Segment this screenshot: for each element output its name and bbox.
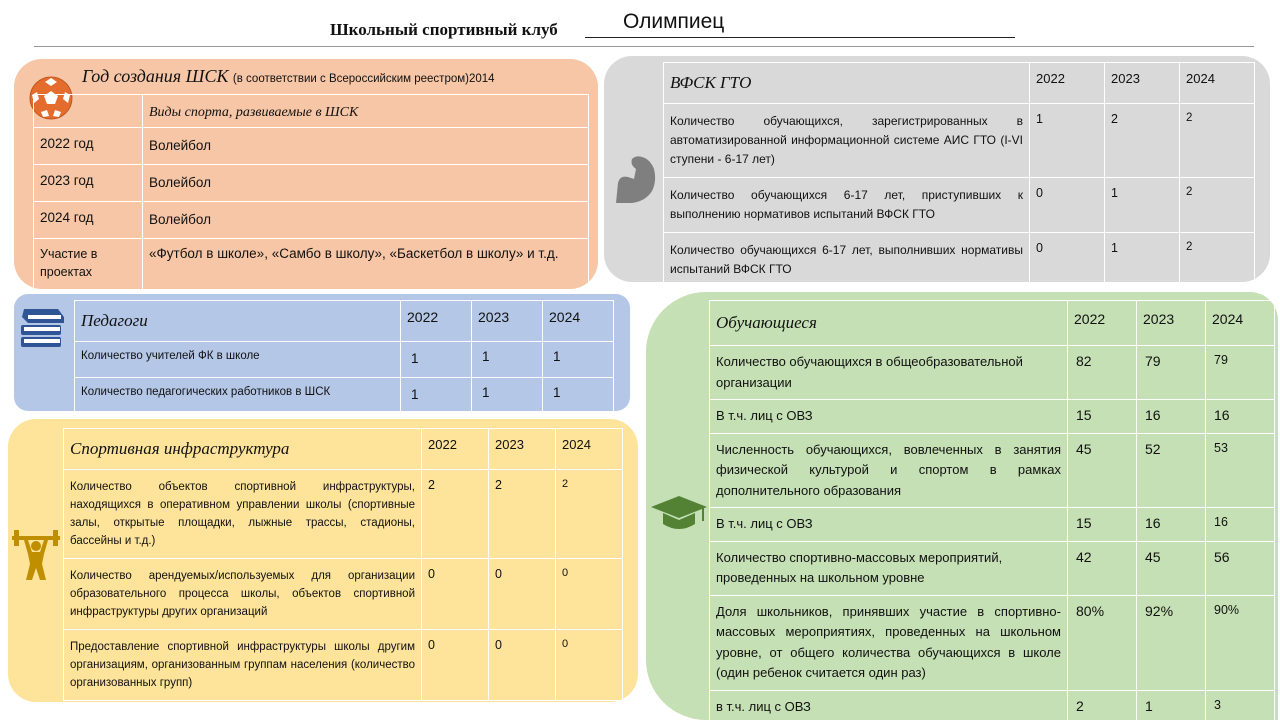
sports-table	[33, 94, 589, 292]
row-label: Количество педагогических работников в ШСК	[75, 378, 401, 414]
row-label: Количество объектов спортивной инфраструктуры, находящихся в оперативном управлении школы (спортивные залы, открытые площадки, лыжные трассы, стадионы, бассейны и т.д.)	[64, 470, 422, 559]
table-row	[710, 400, 1275, 434]
year-label: 2023 год	[34, 165, 143, 202]
cell-value: 1	[472, 378, 543, 414]
sport-value: Волейбол	[143, 128, 589, 165]
projects-value: «Футбол в школе», «Самбо в школу», «Баскетбол в школу» и т.д.	[143, 239, 589, 292]
cell-value: 2	[1068, 690, 1137, 724]
table-row	[75, 342, 614, 378]
infrastructure-title: Спортивная инфраструктура	[64, 429, 422, 470]
cell-value: 2	[1180, 233, 1255, 288]
table-row	[710, 433, 1275, 508]
year-label: 2022 год	[34, 128, 143, 165]
table-row	[664, 104, 1255, 178]
cell-value: 0	[556, 559, 623, 630]
cell-value: 0	[1030, 178, 1105, 233]
table-row	[710, 346, 1275, 400]
cell-value: 16	[1206, 400, 1275, 434]
cell-value: 82	[1068, 346, 1137, 400]
cell-value: 16	[1137, 400, 1206, 434]
row-label: Количество обучающихся в общеобразовательной организации	[710, 346, 1068, 400]
cell-value: 15	[1068, 400, 1137, 434]
table-row	[34, 239, 589, 292]
table-row	[75, 301, 614, 342]
table-row	[664, 233, 1255, 288]
table-row	[64, 559, 623, 630]
row-label: Количество спортивно-массовых мероприятий, проведенных на школьном уровне	[710, 541, 1068, 595]
year-header: 2023	[1105, 63, 1180, 104]
cell-value: 1	[543, 342, 614, 378]
sport-value: Волейбол	[143, 202, 589, 239]
table-row	[64, 630, 623, 701]
graduation-cap-icon	[651, 496, 707, 532]
row-label: Количество обучающихся 6-17 лет, приступивших к выполнению нормативов испытаний ВФСК ГТО	[664, 178, 1030, 233]
cell-value: 0	[489, 630, 556, 701]
header-divider	[34, 46, 1254, 47]
founding-note: (в соответствии с Всероссийским реестром)2014	[232, 73, 495, 85]
students-table	[709, 300, 1275, 724]
cell-value: 0	[422, 559, 489, 630]
cell-value: 1	[401, 378, 472, 414]
table-row	[664, 63, 1255, 104]
cell-value: 2	[556, 470, 623, 559]
books-icon	[18, 305, 66, 351]
teachers-title: Педагоги	[75, 301, 401, 342]
cell-value: 53	[1206, 433, 1275, 508]
gto-table	[663, 62, 1255, 288]
cell-value: 1	[472, 342, 543, 378]
cell-value: 2	[422, 470, 489, 559]
cell-value: 15	[1068, 508, 1137, 542]
teachers-table	[74, 300, 614, 414]
projects-label: Участие в проектах	[34, 239, 143, 292]
cell-value: 45	[1068, 433, 1137, 508]
row-label: Количество обучающихся, зарегистрированных в автоматизированной информационной системе АИС ГТО (I-VI ступени - 6-17 лет)	[664, 104, 1030, 178]
sports-header: Виды спорта, развиваемые в ШСК	[143, 95, 589, 128]
table-row	[34, 202, 589, 239]
club-name: Олимпиец	[623, 10, 725, 33]
row-label: Доля школьников, принявших участие в спортивно-массовых мероприятиях, проведенных на школьном уровне, от общего количества обучающихся в школе (один ребенок считается один раз)	[710, 595, 1068, 690]
cell-value: 0	[556, 630, 623, 701]
cell-value: 1	[401, 342, 472, 378]
cell-value: 0	[1030, 233, 1105, 288]
cell-value: 2	[489, 470, 556, 559]
row-label: В т.ч. лиц с ОВЗ	[710, 400, 1068, 434]
table-row	[64, 429, 623, 470]
founding-title	[82, 66, 495, 87]
gto-title: ВФСК ГТО	[664, 63, 1030, 104]
cell-value: 52	[1137, 433, 1206, 508]
year-header: 2022	[1030, 63, 1105, 104]
year-header: 2023	[472, 301, 543, 342]
cell-value: 80%	[1068, 595, 1137, 690]
row-label: Количество арендуемых/используемых для организации образовательного процесса школы, объектов спортивной инфраструктуры других организаций	[64, 559, 422, 630]
cell-value: 92%	[1137, 595, 1206, 690]
club-name-underline	[585, 37, 1015, 38]
year-header: 2024	[556, 429, 623, 470]
table-row	[710, 508, 1275, 542]
table-row	[34, 95, 589, 128]
table-row	[34, 165, 589, 202]
cell-value: 0	[422, 630, 489, 701]
cell-value: 2	[1105, 104, 1180, 178]
cell-value: 42	[1068, 541, 1137, 595]
cell-value: 1	[1030, 104, 1105, 178]
infrastructure-table	[63, 428, 623, 701]
row-label: В т.ч. лиц с ОВЗ	[710, 508, 1068, 542]
cell-value: 3	[1206, 690, 1275, 724]
cell-value: 1	[1137, 690, 1206, 724]
table-row	[710, 541, 1275, 595]
year-label: 2024 год	[34, 202, 143, 239]
row-label: Предоставление спортивной инфраструктуры школы другим организациям, организованным группам населения (количество организованных групп)	[64, 630, 422, 701]
cell-value: 2	[1180, 178, 1255, 233]
cell-value: 45	[1137, 541, 1206, 595]
cell-value: 16	[1206, 508, 1275, 542]
weightlifter-icon	[12, 530, 60, 582]
row-label: Численность обучающихся, вовлеченных в занятия физической культурой и спортом в рамках дополнительного образования	[710, 433, 1068, 508]
table-row	[710, 595, 1275, 690]
sport-value: Волейбол	[143, 165, 589, 202]
founding-title-text: Год создания ШСК	[82, 66, 229, 86]
page-title: Школьный спортивный клуб	[330, 20, 558, 39]
table-cell-empty	[34, 95, 143, 128]
cell-value: 1	[543, 378, 614, 414]
table-row	[64, 470, 623, 559]
year-header: 2022	[401, 301, 472, 342]
table-row	[710, 690, 1275, 724]
table-row	[75, 378, 614, 414]
year-header: 2024	[1180, 63, 1255, 104]
cell-value: 79	[1206, 346, 1275, 400]
year-header: 2022	[1068, 301, 1137, 346]
flexed-arm-icon	[612, 153, 658, 205]
year-header: 2023	[489, 429, 556, 470]
table-row	[34, 128, 589, 165]
row-label: Количество обучающихся 6-17 лет, выполнивших нормативы испытаний ВФСК ГТО	[664, 233, 1030, 288]
year-header: 2024	[1206, 301, 1275, 346]
cell-value: 56	[1206, 541, 1275, 595]
students-title: Обучающиеся	[710, 301, 1068, 346]
cell-value: 79	[1137, 346, 1206, 400]
cell-value: 1	[1105, 233, 1180, 288]
row-label: в т.ч. лиц с ОВЗ	[710, 690, 1068, 724]
year-header: 2022	[422, 429, 489, 470]
year-header: 2023	[1137, 301, 1206, 346]
cell-value: 1	[1105, 178, 1180, 233]
cell-value: 0	[489, 559, 556, 630]
row-label: Количество учителей ФК в школе	[75, 342, 401, 378]
cell-value: 2	[1180, 104, 1255, 178]
year-header: 2024	[543, 301, 614, 342]
cell-value: 90%	[1206, 595, 1275, 690]
table-row	[664, 178, 1255, 233]
cell-value: 16	[1137, 508, 1206, 542]
table-row	[710, 301, 1275, 346]
